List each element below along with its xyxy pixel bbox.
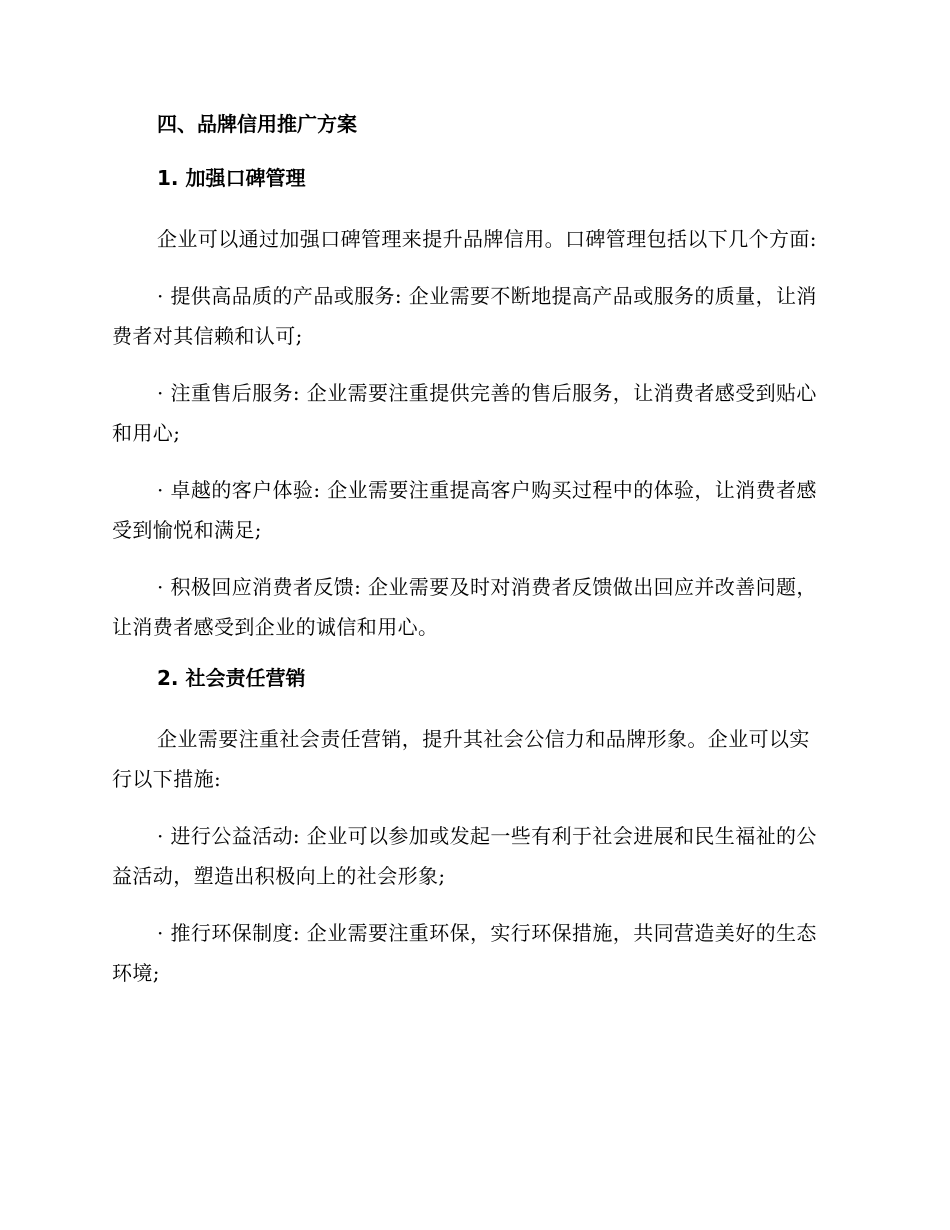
subsection-intro-2: 企业需要注重社会责任营销，提升其社会公信力和品牌形象。企业可以实行以下措施:	[112, 727, 810, 791]
bullet-paragraph: · 积极回应消费者反馈: 企业需要及时对消费者反馈做出回应并改善问题，让消费者感受到企业的诚信和用心。	[112, 575, 817, 639]
bullet-paragraph: · 卓越的客户体验: 企业需要注重提高客户购买过程中的体验，让消费者感受到愉悦和满足;	[112, 478, 817, 542]
document-page	[112, 110, 828, 1010]
section-title: 四、品牌信用推广方案	[157, 112, 357, 136]
subsection-heading-2: 2. 社会责任营销	[157, 666, 306, 690]
subsection-intro-1: 企业可以通过加强口碑管理来提升品牌信用。口碑管理包括以下几个方面:	[157, 227, 817, 251]
bullet-paragraph: · 提供高品质的产品或服务: 企业需要不断地提高产品或服务的质量，让消费者对其信赖和认可;	[112, 284, 817, 348]
subsection-heading-1: 1. 加强口碑管理	[157, 166, 306, 190]
bullet-paragraph: · 推行环保制度: 企业需要注重环保，实行环保措施，共同营造美好的生态环境;	[112, 921, 817, 985]
bullet-paragraph: · 进行公益活动: 企业可以参加或发起一些有利于社会进展和民生福祉的公益活动，塑造出积极向上的社会形象;	[112, 824, 817, 888]
bullet-paragraph: · 注重售后服务: 企业需要注重提供完善的售后服务，让消费者感受到贴心和用心;	[112, 381, 817, 445]
